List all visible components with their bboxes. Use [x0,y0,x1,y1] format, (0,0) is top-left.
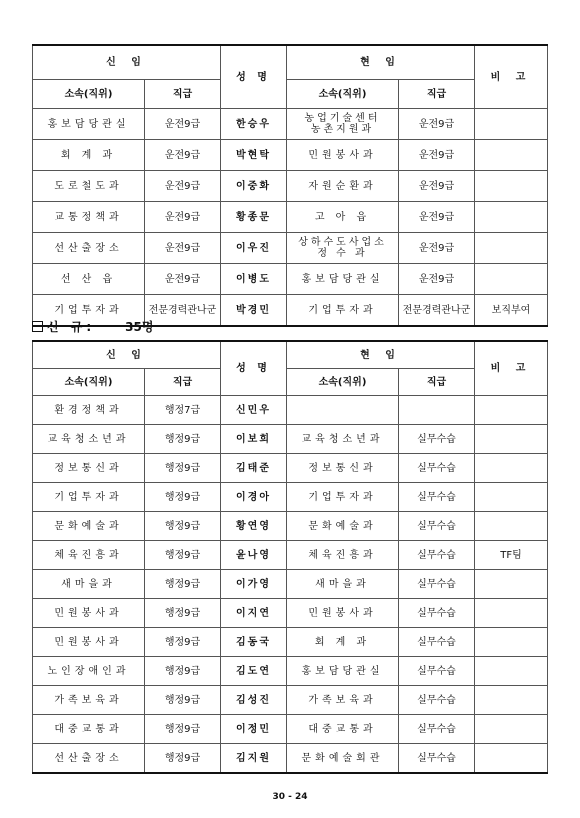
person-name-cell: 황종문 [221,202,287,233]
new-rank-cell: 운전9급 [145,140,221,171]
current-department-cell: 새마을과 [287,570,399,599]
current-rank-cell: 실무수습 [399,570,475,599]
current-department-cell: 민원봉사과 [287,140,399,171]
header-current-affiliation: 소속(직위) [287,80,399,109]
current-department-cell: 회 계 과 [287,628,399,657]
header-current-rank: 직급 [399,80,475,109]
current-rank-cell: 실무수습 [399,541,475,570]
header-current-rank: 직급 [399,369,475,396]
person-name-cell: 김태준 [221,454,287,483]
table-row [33,570,548,599]
table-row [33,233,548,264]
header-current-post: 현 임 [287,45,475,80]
new-rank-cell: 행정9급 [145,628,221,657]
table-row [33,541,548,570]
table-row [33,512,548,541]
new-department-cell: 문화예술과 [33,512,145,541]
table-row [33,202,548,233]
person-name-cell: 김성진 [221,686,287,715]
remarks-cell [475,202,548,233]
transfer-table-body [33,45,548,326]
header-new-rank: 직급 [145,80,221,109]
new-rank-cell: 운전9급 [145,202,221,233]
remarks-cell [475,483,548,512]
new-rank-cell: 행정9급 [145,541,221,570]
current-rank-cell: 운전9급 [399,264,475,295]
remarks-cell: TF팀 [475,541,548,570]
new-department-cell: 환경정책과 [33,396,145,425]
person-name-cell: 윤나영 [221,541,287,570]
new-department-cell: 홍보담당관실 [33,109,145,140]
current-department-cell: 기업투자과 [287,295,399,327]
header-name: 성 명 [221,341,287,396]
person-name-cell: 김동국 [221,628,287,657]
header-new-rank: 직급 [145,369,221,396]
header-new-affiliation: 소속(직위) [33,369,145,396]
header-remarks: 비 고 [475,341,548,396]
new-rank-cell: 행정9급 [145,744,221,774]
current-rank-cell: 전문경력관나군 [399,295,475,327]
table-row [33,744,548,774]
person-name-cell: 이지연 [221,599,287,628]
table-row [33,425,548,454]
person-name-cell: 신민우 [221,396,287,425]
person-name-cell: 박현탁 [221,140,287,171]
current-department-line1: 농업기술센터 [304,113,381,124]
remarks-cell [475,512,548,541]
remarks-cell [475,570,548,599]
person-name-cell: 이보희 [221,425,287,454]
current-rank-cell: 실무수습 [399,454,475,483]
table-row [33,657,548,686]
current-department-cell: 체육진흥과 [287,541,399,570]
current-department-cell: 홍보담당관실 [287,264,399,295]
current-rank-cell: 운전9급 [399,202,475,233]
new-rank-cell: 행정9급 [145,425,221,454]
table-row [33,715,548,744]
new-department-cell: 선산출장소 [33,744,145,774]
remarks-cell [475,140,548,171]
table-row [33,628,548,657]
new-rank-cell: 행정9급 [145,686,221,715]
remarks-cell [475,396,548,425]
table-row [33,396,548,425]
new-department-cell: 대중교통과 [33,715,145,744]
header-current-affiliation: 소속(직위) [287,369,399,396]
new-department-cell: 교통정책과 [33,202,145,233]
current-rank-cell: 운전9급 [399,140,475,171]
remarks-cell: 보직부여 [475,295,548,327]
remarks-cell [475,109,548,140]
remarks-cell [475,264,548,295]
current-department-line2: 농촌지원과 [310,124,375,135]
remarks-cell [475,657,548,686]
header-new-post: 신 임 [33,45,221,80]
remarks-cell [475,171,548,202]
current-department-cell: 기업투자과 [287,483,399,512]
new-department-cell: 기업투자과 [33,295,145,327]
new-department-cell: 정보통신과 [33,454,145,483]
current-rank-cell: 실무수습 [399,425,475,454]
new-rank-cell: 운전9급 [145,233,221,264]
person-name-cell: 한승우 [221,109,287,140]
transfer-table [32,44,548,327]
person-name-cell: 박경민 [221,295,287,327]
remarks-cell [475,454,548,483]
header-current-post: 현 임 [287,341,475,369]
person-name-cell: 이경아 [221,483,287,512]
new-rank-cell: 행정9급 [145,454,221,483]
current-department-cell [287,233,399,264]
header-new-post: 신 임 [33,341,221,369]
new-department-cell: 민원봉사과 [33,628,145,657]
remarks-cell [475,744,548,774]
current-department-cell: 문화예술과 [287,512,399,541]
new-rank-cell: 행정9급 [145,483,221,512]
new-hires-label: 신 규: [47,320,96,334]
new-rank-cell: 행정9급 [145,715,221,744]
new-hires-count: 35명 [125,320,154,334]
new-department-cell: 체육진흥과 [33,541,145,570]
new-department-cell: 선산출장소 [33,233,145,264]
new-rank-cell: 전문경력관나군 [145,295,221,327]
current-rank-cell: 운전9급 [399,233,475,264]
table-row [33,264,548,295]
header-remarks: 비 고 [475,45,548,109]
new-hires-table [32,340,548,774]
new-department-cell: 교육청소년과 [33,425,145,454]
current-rank-cell: 실무수습 [399,657,475,686]
table-row [33,599,548,628]
current-rank-cell: 운전9급 [399,171,475,202]
new-department-cell: 회 계 과 [33,140,145,171]
new-rank-cell: 운전9급 [145,109,221,140]
current-rank-cell: 실무수습 [399,483,475,512]
current-rank-cell: 실무수습 [399,512,475,541]
table-row [33,109,548,140]
current-department-cell: 대중교통과 [287,715,399,744]
new-rank-cell: 운전9급 [145,171,221,202]
current-rank-cell: 운전9급 [399,109,475,140]
new-rank-cell: 운전9급 [145,264,221,295]
person-name-cell: 김지원 [221,744,287,774]
new-rank-cell: 행정9급 [145,512,221,541]
current-department-cell [287,396,399,425]
person-name-cell: 이정민 [221,715,287,744]
page-number: 30 - 24 [272,792,308,802]
current-department-cell: 홍보담당관실 [287,657,399,686]
remarks-cell [475,628,548,657]
table-row [33,483,548,512]
current-department-cell: 민원봉사과 [287,599,399,628]
new-hires-heading [32,318,153,335]
current-department-cell: 문화예술회관 [287,744,399,774]
remarks-cell [475,425,548,454]
header-name: 성 명 [221,45,287,109]
current-rank-cell: 실무수습 [399,628,475,657]
person-name-cell: 김도연 [221,657,287,686]
current-department-cell [287,109,399,140]
person-name-cell: 이병도 [221,264,287,295]
new-department-cell: 노인장애인과 [33,657,145,686]
table-row [33,140,548,171]
new-department-cell: 가족보육과 [33,686,145,715]
header-new-affiliation: 소속(직위) [33,80,145,109]
person-name-cell: 이우진 [221,233,287,264]
new-rank-cell: 행정9급 [145,570,221,599]
current-rank-cell [399,396,475,425]
current-department-line2: 정 수 과 [317,248,368,259]
current-department-cell: 교육청소년과 [287,425,399,454]
person-name-cell: 이가영 [221,570,287,599]
current-department-line1: 상하수도사업소 [298,237,387,248]
current-rank-cell: 실무수습 [399,715,475,744]
remarks-cell [475,686,548,715]
current-department-cell: 자원순환과 [287,171,399,202]
remarks-cell [475,233,548,264]
new-rank-cell: 행정9급 [145,599,221,628]
new-department-cell: 선 산 읍 [33,264,145,295]
new-hires-table-body [33,341,548,773]
current-department-cell: 정보통신과 [287,454,399,483]
person-name-cell: 황연영 [221,512,287,541]
current-department-cell: 고 아 읍 [287,202,399,233]
new-rank-cell: 행정9급 [145,657,221,686]
new-department-cell: 도로철도과 [33,171,145,202]
new-department-cell: 민원봉사과 [33,599,145,628]
current-rank-cell: 실무수습 [399,599,475,628]
remarks-cell [475,715,548,744]
new-department-cell: 새마을과 [33,570,145,599]
table-row [33,686,548,715]
remarks-cell [475,599,548,628]
current-rank-cell: 실무수습 [399,744,475,774]
person-name-cell: 이중화 [221,171,287,202]
table-row [33,171,548,202]
new-rank-cell: 행정7급 [145,396,221,425]
checkbox-square-icon [32,321,43,332]
new-department-cell: 기업투자과 [33,483,145,512]
current-department-cell: 가족보육과 [287,686,399,715]
current-rank-cell: 실무수습 [399,686,475,715]
table-row [33,454,548,483]
